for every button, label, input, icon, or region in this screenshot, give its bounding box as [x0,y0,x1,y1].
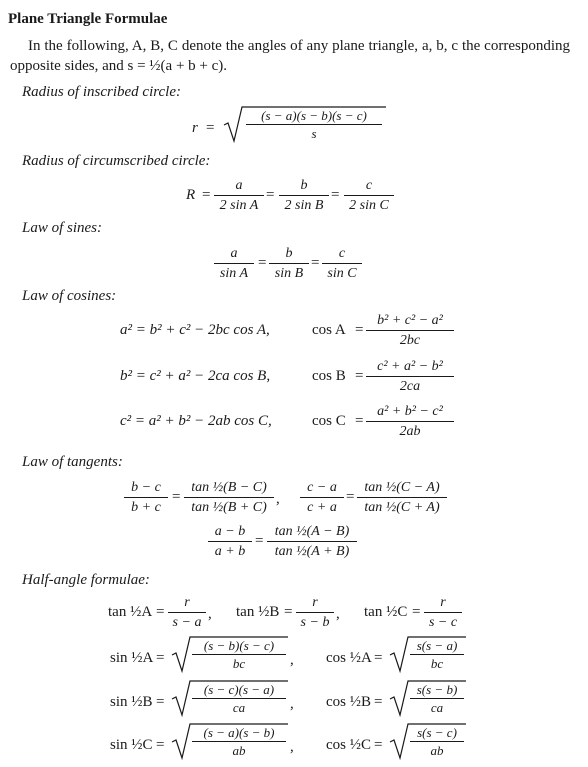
fraction-numerator: s(s − a) [416,638,458,653]
fraction-numerator: r [184,595,190,610]
fraction-bar [192,654,286,655]
fraction-bar [366,330,454,331]
section-circumscribed-circle: Radius of circumscribed circle: [22,153,211,169]
sin-half-C-label: sin ½C [110,737,153,753]
page-title: Plane Triangle Formulae [8,11,168,27]
fraction-a-over-2sinA [214,178,264,214]
fraction-denominator: tan ½(C + A) [364,500,440,515]
fraction-bar [192,741,286,742]
fraction-numerator: (s − a)(s − b) [203,725,275,740]
fraction-bar [184,497,274,498]
fraction-denominator: s − c [428,615,458,630]
fraction-denominator: b + c [131,500,161,515]
equals-sign: = [206,120,215,136]
equals-sign: = [266,187,275,203]
fraction-a-over-sinA [214,246,254,282]
fraction-numerator: c − a [307,480,337,495]
sqrt-sin-half-C [172,722,288,762]
fraction-numerator: (s − a)(s − b)(s − c) [261,108,367,123]
section-half-angle-formulae: Half-angle formulae: [22,572,150,588]
fraction-bar [357,497,447,498]
fraction-numerator: tan ½(C − A) [364,480,440,495]
sin-half-A-label: sin ½A [110,650,154,666]
fraction-b-over-2sinB [279,178,329,214]
fraction-denominator: ca [232,700,246,715]
fraction-denominator: c + a [307,500,337,515]
fraction-bar [124,497,168,498]
cosine-law-b: b² = c² + a² − 2ca cos B, [120,368,271,384]
fraction-b-minus-c-over-b-plus-c [124,480,168,516]
equals-sign: = [258,255,267,271]
equals-sign: = [156,604,165,620]
sqrt-radicand [192,725,286,758]
sqrt-radicand [410,725,464,758]
fraction-cosB [366,359,454,395]
fraction-denominator: s [311,126,317,141]
intro-paragraph: In the following, A, B, C denote the angles of any plane triangle, a, b, c the corresponding opposite sides, and s = ½(a + b + c). [10,38,570,74]
fraction-numerator: b [300,178,308,193]
fraction-bar [366,421,454,422]
fraction-numerator: s(s − c) [417,725,457,740]
fraction-numerator: b [285,246,293,261]
fraction-cosA [366,313,454,349]
cosC-label: cos C [312,413,346,429]
equals-sign: = [156,694,165,710]
tan-half-C-label: tan ½C [364,604,408,620]
comma: , [336,606,340,622]
sqrt-radicand [192,682,286,715]
fraction-bar [208,541,252,542]
fraction-c-over-2sinC [344,178,394,214]
fraction-bar [246,124,382,125]
cosA-label: cos A [312,322,346,338]
fraction-bar [410,741,464,742]
sqrt-cos-half-A [390,635,466,675]
sqrt-sin-half-B [172,679,288,719]
fraction-tan-half-C-minus-A [357,480,447,516]
fraction-a-minus-b-over-a-plus-b [208,524,252,560]
r-symbol: r [192,120,198,136]
fraction-bar [279,195,329,196]
fraction-bar [300,497,344,498]
fraction-denominator: sin C [327,266,357,281]
fraction-bar [410,654,464,655]
fraction-denominator: ab [232,743,246,758]
equals-sign: = [355,322,364,338]
fraction-denominator: tan ½(B + C) [191,500,267,515]
fraction-r-over-s-minus-a [168,595,206,631]
fraction-c-over-sinC [322,246,362,282]
section-law-of-tangents: Law of tangents: [22,454,123,470]
fraction-bar [424,612,462,613]
fraction-denominator: s − b [300,615,330,630]
comma: , [208,606,212,622]
comma: , [290,652,294,668]
fraction-numerator: r [312,595,318,610]
sqrt-radicand [192,638,286,671]
sqrt-cos-half-C [390,722,466,762]
fraction-numerator: a [235,178,243,193]
fraction-b-over-sinB [269,246,309,282]
fraction-numerator: (s − b)(s − c) [203,638,275,653]
fraction-denominator: sin A [219,266,249,281]
comma: , [290,739,294,755]
equals-sign: = [355,368,364,384]
fraction-bar [366,376,454,377]
fraction-numerator: b² + c² − a² [377,313,443,328]
fraction-denominator: 2 sin B [284,198,324,213]
cosine-law-a: a² = b² + c² − 2bc cos A, [120,322,270,338]
equals-sign: = [172,489,181,505]
sqrt-radicand [410,638,464,671]
cos-half-A-label: cos ½A [326,650,372,666]
fraction-denominator: tan ½(A + B) [274,544,350,559]
cosB-label: cos B [312,368,346,384]
equals-sign: = [355,413,364,429]
section-law-of-sines: Law of sines: [22,220,103,236]
fraction-denominator: bc [232,656,246,671]
fraction-denominator: 2bc [399,333,421,348]
fraction-denominator: bc [430,656,444,671]
fraction-denominator: 2ca [399,379,421,394]
section-law-of-cosines: Law of cosines: [22,288,117,304]
fraction-tan-half-B-minus-C [184,480,274,516]
sqrt-sin-half-A [172,635,288,675]
fraction-denominator: a + b [214,544,246,559]
fraction-numerator: a [230,246,238,261]
tan-half-B-label: tan ½B [236,604,280,620]
equals-sign: = [156,737,165,753]
equals-sign: = [412,604,421,620]
fraction-bar [344,195,394,196]
fraction-numerator: c [338,246,346,261]
fraction-numerator: b − c [131,480,161,495]
sqrt-cos-half-B [390,679,466,719]
equals-sign: = [331,187,340,203]
cos-half-C-label: cos ½C [326,737,371,753]
fraction-bar [192,698,286,699]
equals-sign: = [374,737,383,753]
fraction-denominator: 2 sin C [349,198,389,213]
sin-half-B-label: sin ½B [110,694,153,710]
fraction-cosC [366,404,454,440]
equals-sign: = [311,255,320,271]
equals-sign: = [202,187,211,203]
equals-sign: = [374,650,383,666]
equals-sign: = [374,694,383,710]
cosine-law-c: c² = a² + b² − 2ab cos C, [120,413,272,429]
fraction-bar [269,263,309,264]
comma: , [290,696,294,712]
fraction-bar [214,195,264,196]
R-symbol: R [186,187,196,203]
fraction-bar [267,541,357,542]
section-inscribed-circle: Radius of inscribed circle: [22,84,181,100]
fraction-c-minus-a-over-c-plus-a [300,480,344,516]
sqrt-radicand [410,682,464,715]
fraction-denominator: 2 sin A [219,198,259,213]
fraction-r-over-s-minus-b [296,595,334,631]
fraction-denominator: sin B [274,266,304,281]
fraction-bar [168,612,206,613]
fraction-denominator: ab [430,743,444,758]
cos-half-B-label: cos ½B [326,694,371,710]
sqrt-radicand [246,108,382,141]
equals-sign: = [156,650,165,666]
equals-sign: = [284,604,293,620]
fraction-denominator: s − a [172,615,202,630]
sqrt-r [224,105,386,145]
fraction-denominator: ca [430,700,444,715]
fraction-numerator: r [440,595,446,610]
comma: , [276,491,280,507]
fraction-numerator: s(s − b) [416,682,458,697]
fraction-numerator: a² + b² − c² [377,404,443,419]
fraction-numerator: c² + a² − b² [377,359,443,374]
equals-sign: = [346,489,355,505]
fraction-numerator: a − b [214,524,246,539]
fraction-numerator: (s − c)(s − a) [203,682,275,697]
fraction-bar [214,263,254,264]
fraction-tan-half-A-minus-B [267,524,357,560]
fraction-numerator: c [365,178,373,193]
fraction-bar [410,698,464,699]
equals-sign: = [255,533,264,549]
tan-half-A-label: tan ½A [108,604,153,620]
fraction-r-over-s-minus-c [424,595,462,631]
fraction-numerator: tan ½(A − B) [274,524,350,539]
fraction-numerator: tan ½(B − C) [191,480,267,495]
fraction-denominator: 2ab [399,424,421,439]
fraction-bar [322,263,362,264]
fraction-bar [296,612,334,613]
